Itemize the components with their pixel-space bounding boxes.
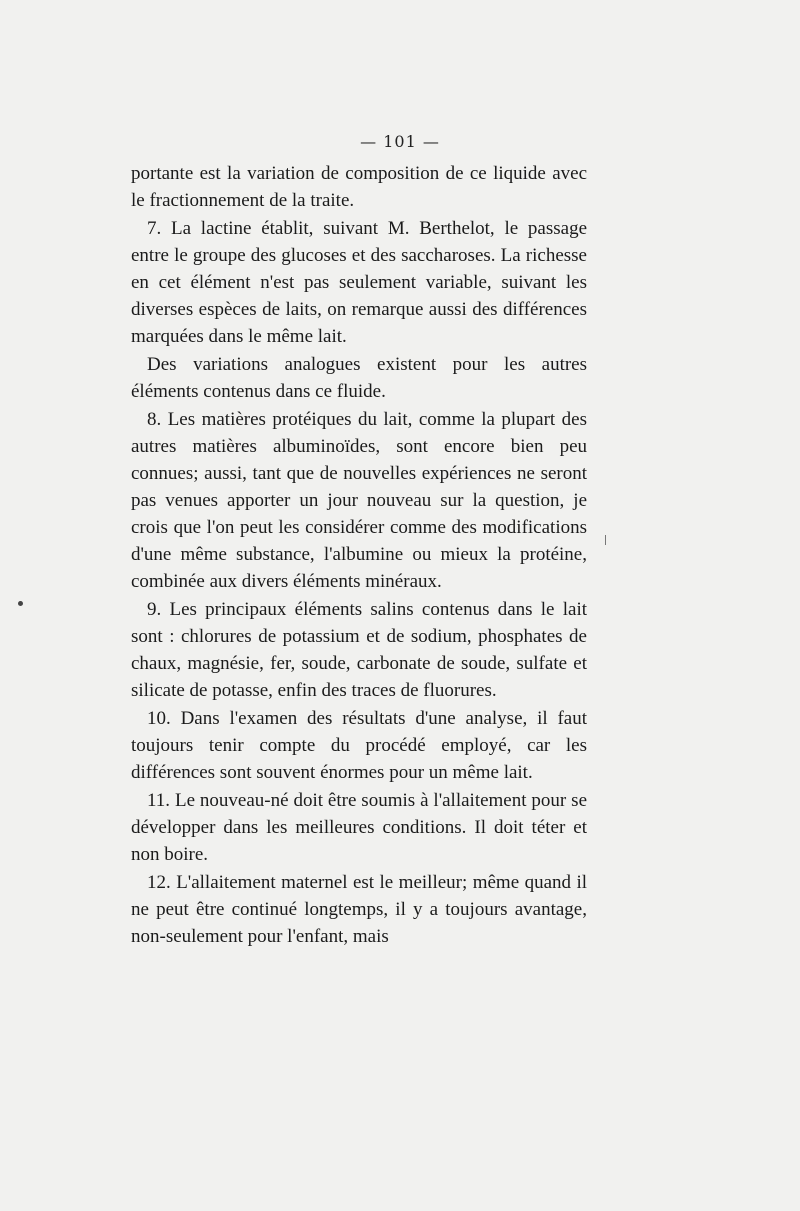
paragraph-continuation: portante est la variation de composition de ce liquide avec le fractionnement de la traite. — [131, 163, 587, 211]
paragraph-11: 11. Le nouveau-né doit être soumis à l'allaitement pour se développer dans les meilleures conditions. Il doit téter et non boire. — [131, 790, 587, 865]
paragraph-7-continued: Des variations analogues existent pour les autres éléments contenus dans ce fluide. — [131, 354, 587, 402]
paragraph-9: 9. Les principaux éléments salins contenus dans le lait sont : chlorures de potassium et de sodium, phosphates de chaux, magnésie, fer, soude, carbonate de soude, sulfate et silicate de potasse, enfin des traces de fluorures. — [131, 599, 587, 701]
ink-speck — [18, 601, 23, 606]
paragraph-12: 12. L'allaitement maternel est le meilleur; même quand il ne peut être continué longtemps, il y a toujours avantage, non-seulement pour l'enfant, mais — [131, 872, 587, 947]
paragraph-7: 7. La lactine établit, suivant M. Berthelot, le passage entre le groupe des glucoses et des saccharoses. La richesse en cet élément n'est pas seulement variable, suivant les diverses espèces de laits, on remarque aussi des différences marquées dans le même lait. — [131, 218, 587, 347]
margin-mark — [605, 535, 606, 545]
paragraph-10: 10. Dans l'examen des résultats d'une analyse, il faut toujours tenir compte du procédé employé, car les différences sont souvent énormes pour un même lait. — [131, 708, 587, 783]
paragraph-8: 8. Les matières protéiques du lait, comme la plupart des autres matières albuminoïdes, sont encore bien peu connues; aussi, tant que de nouvelles expériences ne seront pas venues apporter un jour nouveau sur la question, je crois que l'on peut les considérer comme des modifications d'une même substance, l'albumine ou mieux la protéine, combinée aux divers éléments minéraux. — [131, 409, 587, 592]
page-number: — 101 — — [360, 132, 440, 151]
body-text — [131, 160, 587, 950]
